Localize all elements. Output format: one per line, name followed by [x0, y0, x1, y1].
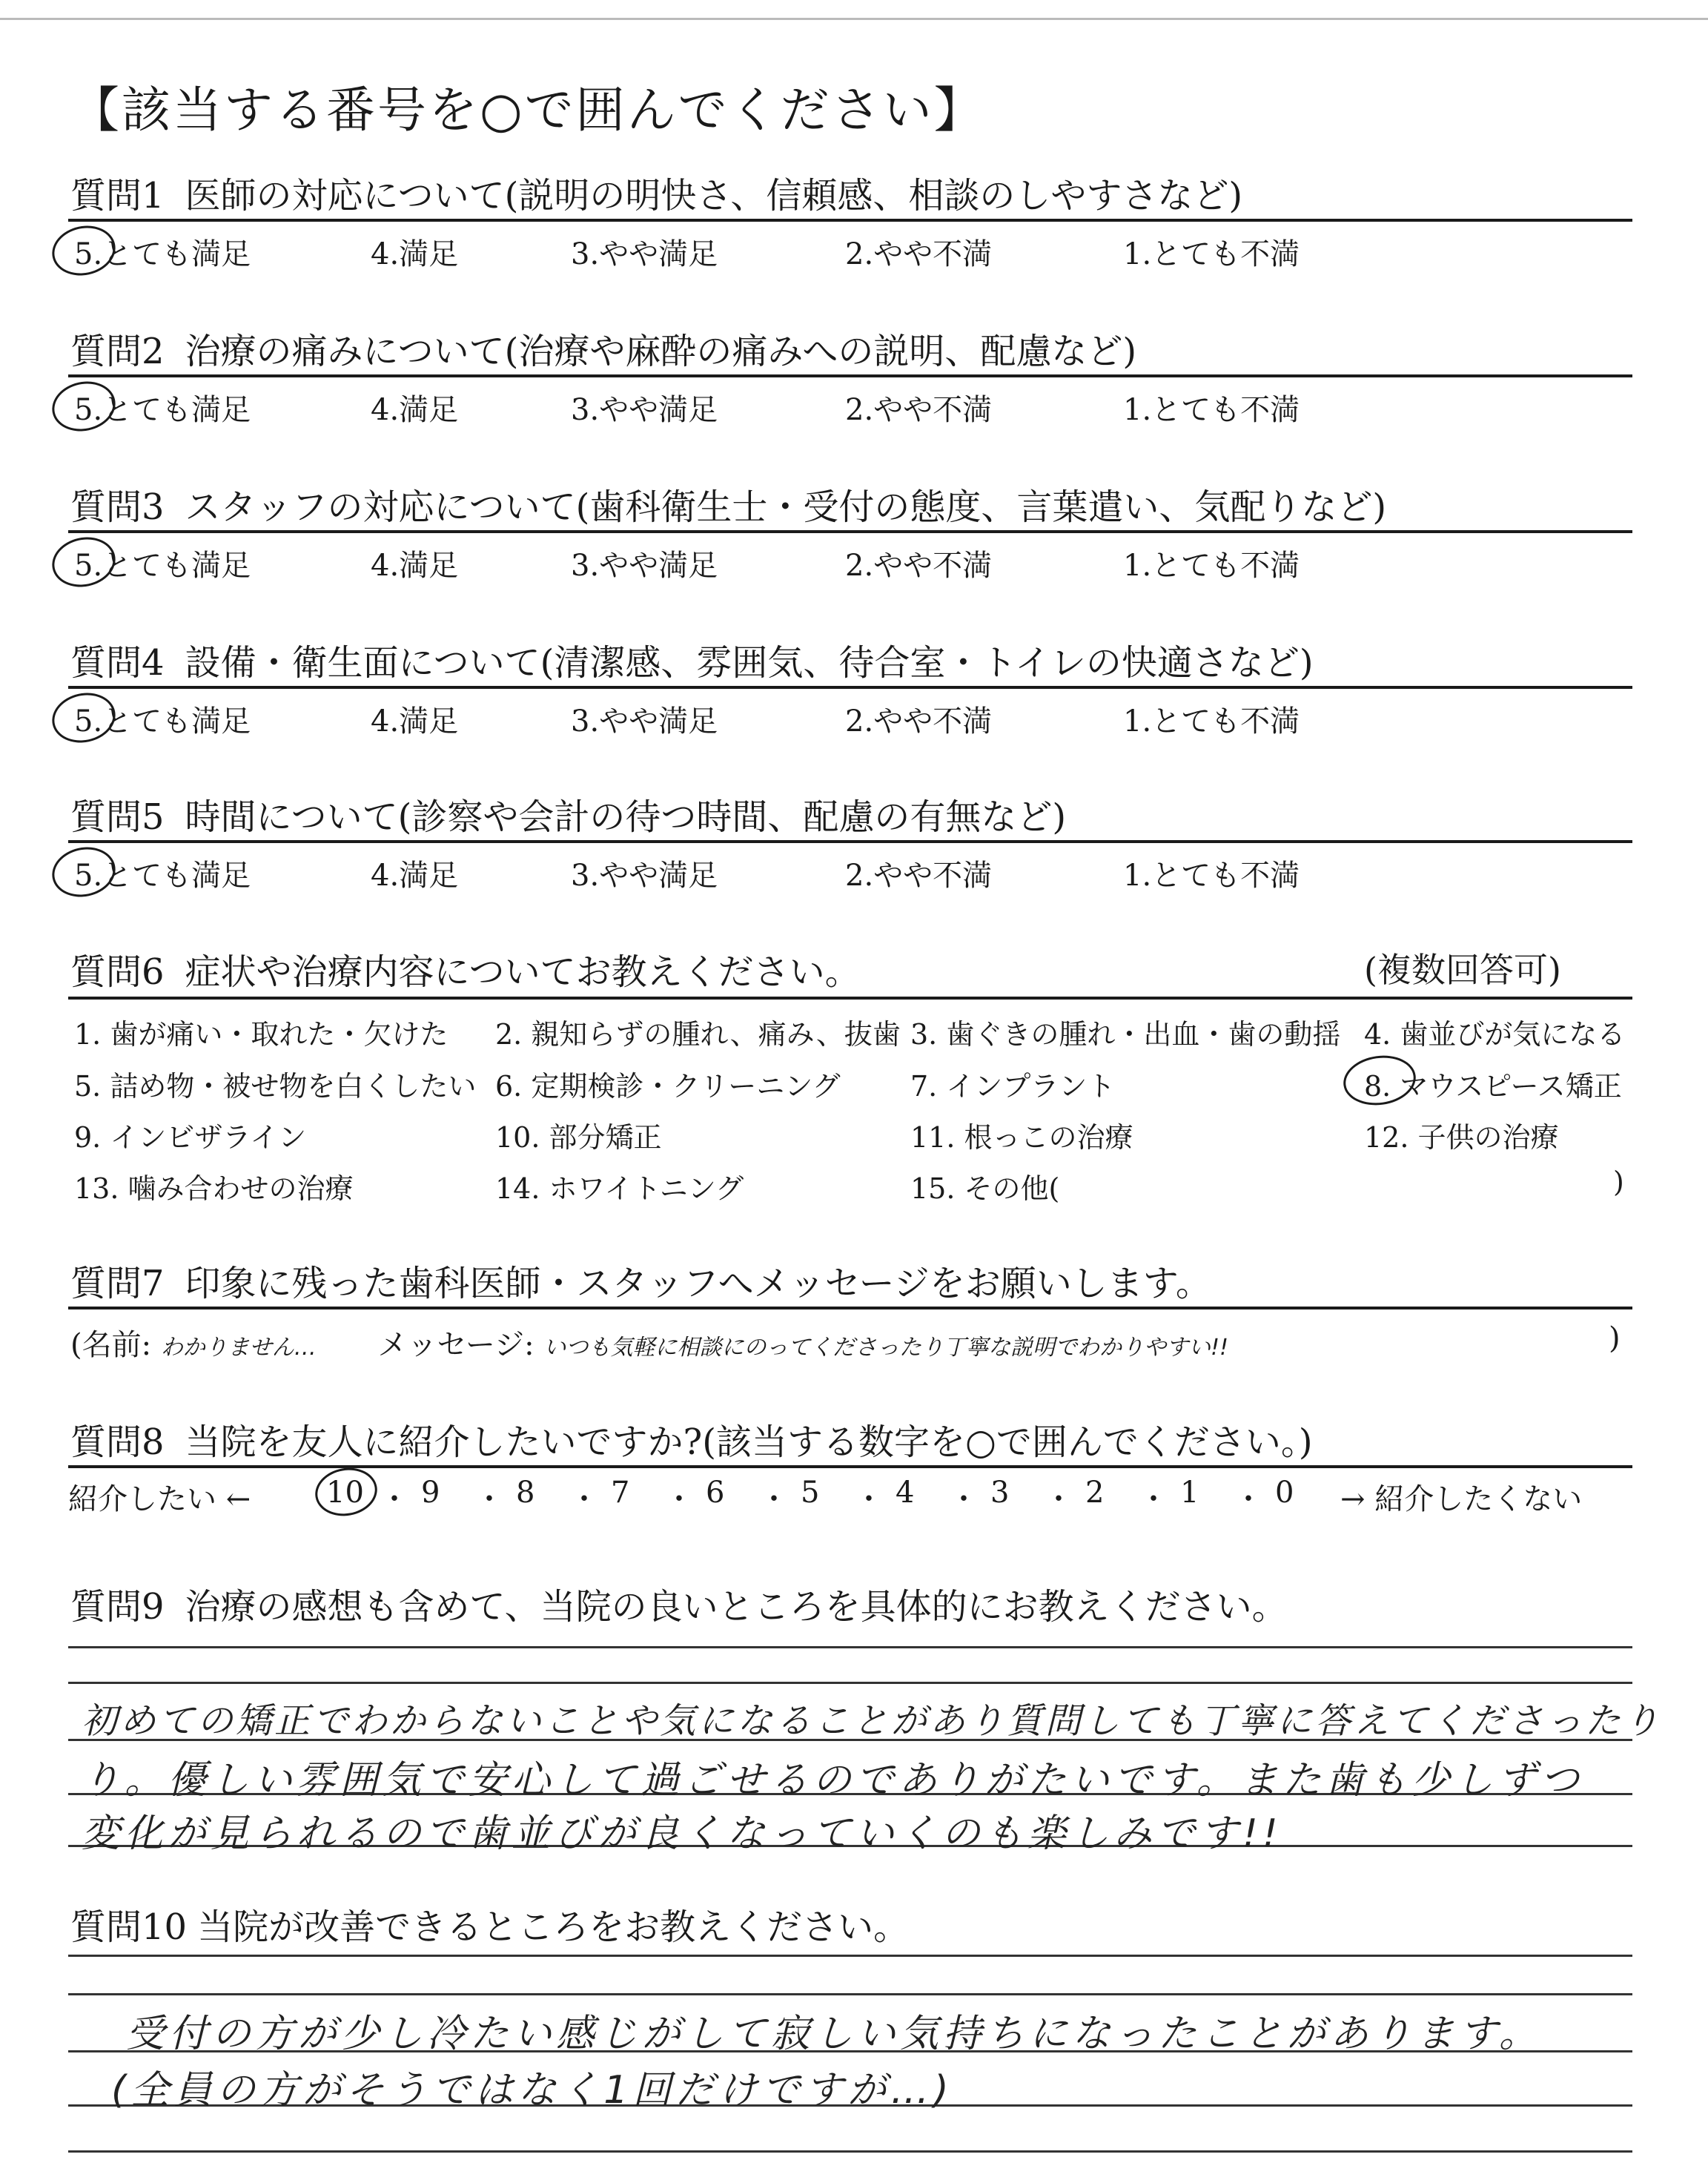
- question-text: 医師の対応について(説明の明快さ、信頼感、相談のしやすさなど): [185, 175, 1243, 217]
- q10-rule: [68, 1955, 1632, 1957]
- question-text: 設備・衛生面について(清潔感、雰囲気、待合室・トイレの快適さなど): [185, 642, 1314, 684]
- q8-scale-separator: ・: [1139, 1482, 1168, 1516]
- q6-other-close: ): [1613, 1166, 1624, 1198]
- rating-option[interactable]: 4.満足: [371, 704, 459, 739]
- q6-title: [70, 943, 861, 994]
- rating-option[interactable]: 4.満足: [371, 549, 459, 583]
- rating-option[interactable]: 3.やや満足: [571, 549, 718, 583]
- rating-option[interactable]: 1.とても不満: [1123, 859, 1300, 893]
- q8-title: [70, 1413, 1313, 1464]
- q2-title: [70, 323, 1136, 374]
- q7-message-label: メッセージ:: [377, 1328, 534, 1362]
- q6-option[interactable]: 10. 部分矯正: [495, 1121, 662, 1154]
- q8-scale-separator: ・: [380, 1482, 409, 1516]
- rating-option-selected[interactable]: 5.とても満足: [74, 859, 251, 893]
- q9-title: [70, 1578, 1288, 1629]
- q6-note: (複数回答可): [1364, 950, 1561, 990]
- q8-scale-number[interactable]: 2: [1085, 1476, 1105, 1510]
- q8-rule: [68, 1465, 1632, 1468]
- q10-answer-line: [68, 1993, 1632, 1995]
- q8-scale-number[interactable]: 6: [706, 1476, 725, 1510]
- rating-option[interactable]: 1.とても不満: [1123, 549, 1300, 583]
- q8-text: 当院を友人に紹介したいですか?(該当する数字を○で囲んでください。): [185, 1421, 1313, 1463]
- q10-text: 当院が改善できるところをお教えください。: [197, 1906, 910, 1948]
- q9-answer-line: [68, 1682, 1632, 1684]
- q8-scale-separator: ・: [569, 1482, 599, 1516]
- rating-option[interactable]: 4.満足: [371, 859, 459, 893]
- q6-option-selected[interactable]: 8. マウスピース矯正: [1364, 1070, 1622, 1103]
- q7-response-row: [70, 1321, 1228, 1364]
- q8-scale-separator: ・: [854, 1482, 884, 1516]
- q7-rule: [68, 1307, 1632, 1309]
- question-number: 質問4: [70, 642, 165, 684]
- question-rule: [68, 530, 1632, 533]
- q9-rule: [68, 1646, 1632, 1648]
- rating-option[interactable]: 3.やや満足: [571, 704, 718, 739]
- rating-option[interactable]: 2.やや不満: [845, 237, 993, 271]
- q9-answer-text[interactable]: 変化が見られるので歯並びが良くなっていくのも楽しみです!!: [82, 1811, 1282, 1856]
- rating-option[interactable]: 2.やや不満: [845, 704, 993, 739]
- question-number: 質問5: [70, 796, 165, 838]
- rating-option[interactable]: 4.満足: [371, 393, 459, 427]
- q8-scale-number[interactable]: 9: [421, 1476, 440, 1510]
- question-rule: [68, 374, 1632, 377]
- q10-answer-line: [68, 2150, 1632, 2153]
- q4-title: [70, 634, 1314, 685]
- q8-scale-number[interactable]: 5: [801, 1476, 820, 1510]
- rating-option[interactable]: 1.とても不満: [1123, 237, 1300, 271]
- rating-option[interactable]: 2.やや不満: [845, 859, 993, 893]
- q9-text: 治療の感想も含めて、当院の良いところを具体的にお教えください。: [185, 1586, 1288, 1628]
- q8-scale-separator: ・: [759, 1482, 789, 1516]
- rating-option-selected[interactable]: 5.とても満足: [74, 393, 251, 427]
- rating-option-selected[interactable]: 5.とても満足: [74, 237, 251, 271]
- question-number: 質問1: [70, 175, 165, 217]
- q6-rule: [68, 997, 1632, 1000]
- q8-scale-number[interactable]: 8: [516, 1476, 535, 1510]
- q8-scale-separator: ・: [474, 1482, 504, 1516]
- q8-scale-number[interactable]: 3: [990, 1476, 1010, 1510]
- q8-scale-separator: ・: [1044, 1482, 1073, 1516]
- q10-title: [70, 1898, 909, 1949]
- q10-answer-text[interactable]: (全員の方がそうではなく1回だけですが…): [111, 2068, 953, 2113]
- q7-message-value[interactable]: いつも気軽に相談にのってくださったり丁寧な説明でわかりやすい!!: [543, 1335, 1229, 1361]
- q6-option[interactable]: 2. 親知らずの腫れ、痛み、抜歯: [495, 1018, 901, 1051]
- q6-option[interactable]: 11. 根っこの治療: [910, 1121, 1133, 1154]
- q6-option[interactable]: 1. 歯が痛い・取れた・欠けた: [74, 1018, 448, 1051]
- q6-text: 症状や治療内容についてお教えください。: [185, 951, 861, 993]
- q6-option[interactable]: 12. 子供の治療: [1364, 1121, 1559, 1154]
- q8-scale-number[interactable]: 10: [326, 1476, 364, 1510]
- q8-selection-circle: [311, 1463, 381, 1521]
- q7-text: 印象に残った歯科医師・スタッフへメッセージをお願いします。: [185, 1263, 1211, 1304]
- q8-scale-number[interactable]: 1: [1180, 1476, 1199, 1510]
- q9-answer-text[interactable]: り。優しい雰囲気で安心して過ごせるのでありがたいです。また歯も少しずつ: [82, 1758, 1583, 1803]
- rating-option[interactable]: 3.やや満足: [571, 393, 718, 427]
- q9-answer-text[interactable]: 初めての矯正でわからないことや気になることがあり質問しても丁寧に答えてくださったり: [82, 1700, 1663, 1742]
- q6-option[interactable]: 6. 定期検診・クリーニング: [495, 1070, 841, 1103]
- q7-name-label: (名前:: [70, 1328, 152, 1362]
- question-number: 質問2: [70, 331, 165, 372]
- q8-right-label: → 紹介したくない: [1340, 1482, 1583, 1516]
- q6-option[interactable]: 9. インビザライン: [74, 1121, 307, 1154]
- q8-scale-number[interactable]: 7: [611, 1476, 630, 1510]
- rating-option[interactable]: 3.やや満足: [571, 859, 718, 893]
- rating-option[interactable]: 2.やや不満: [845, 549, 993, 583]
- rating-option[interactable]: 4.満足: [371, 237, 459, 271]
- q7-close-paren: ): [1609, 1321, 1621, 1355]
- q8-scale-separator: ・: [664, 1482, 694, 1516]
- q3-title: [70, 478, 1386, 529]
- q7-number: 質問7: [70, 1263, 165, 1304]
- q10-answer-text[interactable]: 受付の方が少し冷たい感じがして寂しい気持ちになったことがあります。: [126, 2012, 1542, 2056]
- question-rule: [68, 840, 1632, 843]
- q8-scale-number[interactable]: 0: [1275, 1476, 1294, 1510]
- question-text: 時間について(診察や会計の待つ時間、配慮の有無など): [185, 796, 1067, 838]
- question-rule: [68, 686, 1632, 689]
- form-header: 【該当する番号を○で囲んでください】: [70, 82, 985, 139]
- question-text: スタッフの対応について(歯科衛生士・受付の態度、言葉遣い、気配りなど): [185, 486, 1387, 528]
- q6-option[interactable]: 7. インプラント: [910, 1070, 1116, 1103]
- q6-option[interactable]: 3. 歯ぐきの腫れ・出血・歯の動揺: [910, 1018, 1341, 1051]
- q8-scale-separator: ・: [949, 1482, 979, 1516]
- q9-number: 質問9: [70, 1586, 165, 1628]
- q8-number: 質問8: [70, 1421, 165, 1463]
- rating-option-selected[interactable]: 5.とても満足: [74, 549, 251, 583]
- question-text: 治療の痛みについて(治療や麻酔の痛みへの説明、配慮など): [185, 331, 1137, 372]
- q6-number: 質問6: [70, 951, 165, 993]
- question-rule: [68, 219, 1632, 222]
- q7-title: [70, 1255, 1211, 1306]
- q1-title: [70, 167, 1242, 218]
- q8-scale-separator: ・: [1234, 1482, 1263, 1516]
- q6-option[interactable]: 14. ホワイトニング: [495, 1172, 744, 1205]
- q8-left-label: 紹介したい ←: [68, 1482, 251, 1516]
- rating-option[interactable]: 1.とても不満: [1123, 393, 1300, 427]
- rating-option-selected[interactable]: 5.とても満足: [74, 704, 251, 739]
- q6-option[interactable]: 15. その他(: [910, 1172, 1060, 1205]
- q6-option[interactable]: 4. 歯並びが気になる: [1364, 1018, 1626, 1051]
- q10-number: 質問10: [70, 1906, 188, 1948]
- q8-scale-number[interactable]: 4: [896, 1476, 915, 1510]
- q6-option[interactable]: 5. 詰め物・被せ物を白くしたい: [74, 1070, 477, 1103]
- rating-option[interactable]: 3.やや満足: [571, 237, 718, 271]
- q6-option[interactable]: 13. 噛み合わせの治療: [74, 1172, 354, 1205]
- rating-option[interactable]: 2.やや不満: [845, 393, 993, 427]
- question-number: 質問3: [70, 486, 165, 528]
- rating-option[interactable]: 1.とても不満: [1123, 704, 1300, 739]
- q5-title: [70, 788, 1066, 839]
- q7-name-value[interactable]: わかりません…: [160, 1335, 317, 1361]
- scan-edge-line: [0, 18, 1708, 20]
